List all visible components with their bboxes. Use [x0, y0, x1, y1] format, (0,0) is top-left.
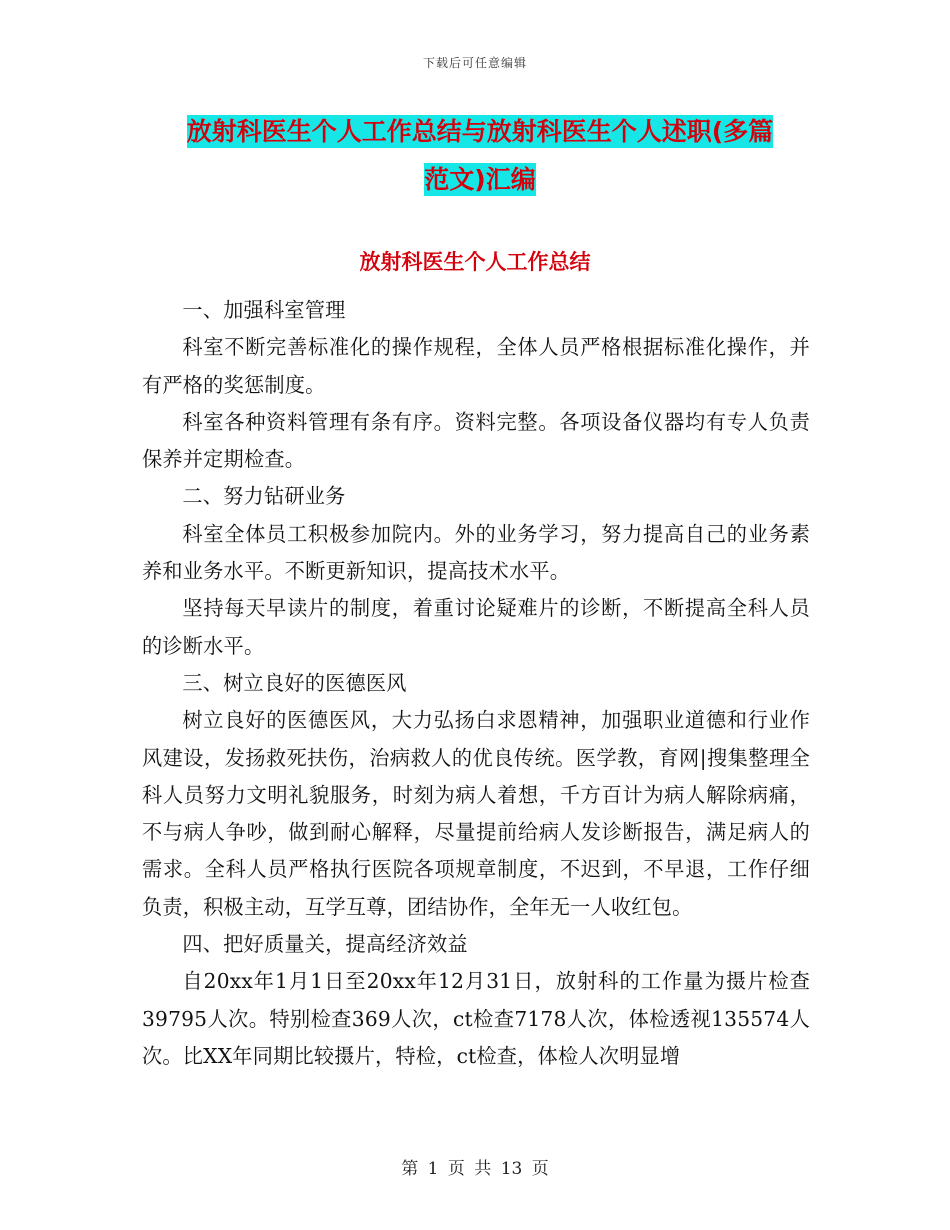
- body-text: [142, 292, 810, 1075]
- paragraph: 自20xx年1月1日至20xx年12月31日，放射科的工作量为摄片检查39795人次。特别检查369人次，ct检查7178人次，体检透视135574人次。比XX年同期比较摄片，特检，ct检查，体检人次明显增: [142, 969, 810, 1068]
- page-footer: 第 1 页 共 13 页: [401, 1159, 549, 1179]
- paragraph: 科室不断完善标准化的操作规程，全体人员严格根据标准化操作，并有严格的奖惩制度。: [142, 335, 810, 397]
- document-title: [140, 108, 820, 204]
- heading-quality: 四、把好质量关，提高经济效益: [182, 932, 468, 957]
- paragraph: 科室全体员工积极参加院内。外的业务学习，努力提高自己的业务素养和业务水平。不断更新知识，提高技术水平。: [142, 521, 810, 584]
- document-title-line-2: 范文)汇编: [424, 165, 536, 194]
- heading-study: 二、努力钻研业务: [182, 484, 346, 509]
- paragraph: 科室各种资料管理有条有序。资料完整。各项设备仪器均有专人负责保养并定期检查。: [142, 409, 810, 472]
- paragraph: 坚持每天早读片的制度，着重讨论疑难片的诊断，不断提高全科人员的诊断水平。: [142, 596, 810, 658]
- heading-management: 一、加强科室管理: [182, 298, 346, 322]
- document-title-line-1: 放射科医生个人工作总结与放射科医生个人述职(多篇: [186, 117, 774, 146]
- section-heading: 放射科医生个人工作总结: [359, 250, 591, 274]
- heading-ethics: 三、树立良好的医德医风: [182, 670, 407, 695]
- paragraph: 树立良好的医德医风，大力弘扬白求恩精神，加强职业道德和行业作风建设，发扬救死扶伤，治病救人的优良传统。医学教，育网|搜集整理全科人员努力文明礼貌服务，时刻为病人着想，千方百计为病人解除病痛，不与病人争吵，做到耐心解释，尽量提前给病人发诊断报告，满足病人的需求。全科人员严格执行医院各项规章制度，不迟到，不早退，工作仔细负责，积极主动，互学互尊，团结协作，全年无一人收红包。: [142, 708, 810, 919]
- header-note: 下载后可任意编辑: [422, 56, 527, 70]
